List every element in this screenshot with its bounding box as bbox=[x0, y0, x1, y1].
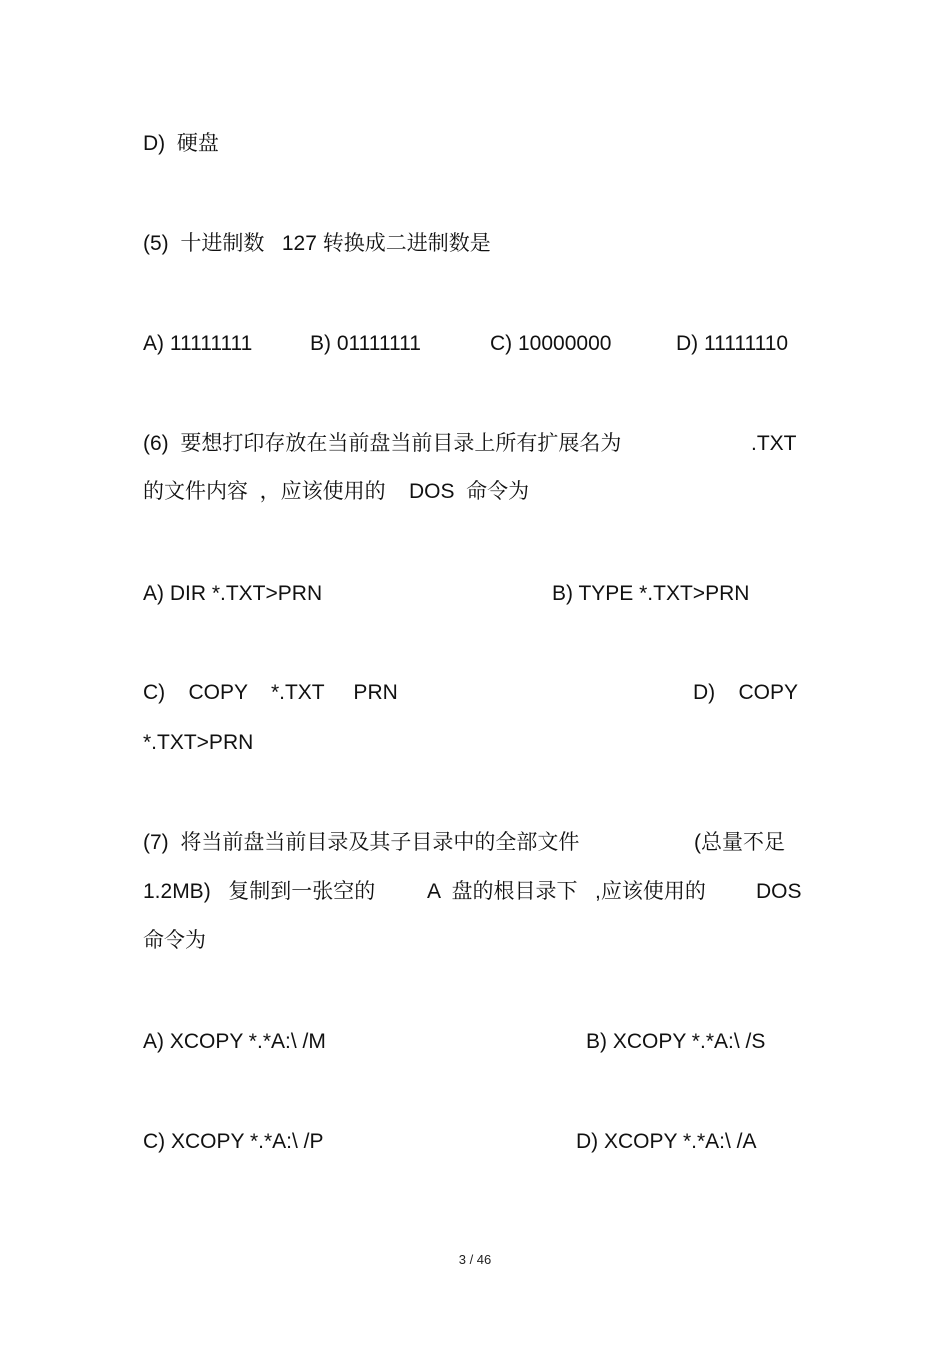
q7-stem-line2-part2: A 盘的根目录下 ,应该使用的 bbox=[427, 880, 706, 903]
q6-stem-line2: 的文件内容 ，应该使用的 DOS 命令为 bbox=[143, 480, 530, 503]
q7-stem-line2-part1: 1.2MB) 复制到一张空的 bbox=[143, 880, 376, 903]
q7-option-b: B) XCOPY *.*A:\ /S bbox=[586, 1030, 766, 1053]
q7-stem-line2-part3: DOS bbox=[756, 880, 802, 903]
q5-option-b: B) 01111111 bbox=[310, 332, 421, 355]
q5-option-a: A) 11111111 bbox=[143, 332, 253, 355]
q4-option-d: D) 硬盘 bbox=[143, 132, 219, 155]
q6-stem-extension: .TXT bbox=[751, 432, 797, 455]
q7-option-d: D) XCOPY *.*A:\ /A bbox=[576, 1130, 757, 1153]
page-number: 3 / 46 bbox=[458, 1252, 492, 1267]
q7-stem-line1: (7) 将当前盘当前目录及其子目录中的全部文件 bbox=[143, 831, 580, 854]
q6-option-d: D) COPY bbox=[693, 681, 799, 704]
q5-stem: (5) 十进制数 127 转换成二进制数是 bbox=[143, 232, 491, 255]
q6-option-d-continued: *.TXT>PRN bbox=[143, 731, 254, 754]
q6-option-b: B) TYPE *.TXT>PRN bbox=[552, 582, 750, 605]
q7-option-c: C) XCOPY *.*A:\ /P bbox=[143, 1130, 324, 1153]
q6-option-a: A) DIR *.TXT>PRN bbox=[143, 582, 323, 605]
q7-option-a: A) XCOPY *.*A:\ /M bbox=[143, 1030, 326, 1053]
q7-stem-line1-tail: (总量不足 bbox=[694, 831, 785, 854]
q7-stem-line3: 命令为 bbox=[143, 929, 206, 952]
q5-option-c: C) 10000000 bbox=[490, 332, 612, 355]
q5-option-d: D) 11111110 bbox=[676, 332, 789, 355]
q6-stem-line1: (6) 要想打印存放在当前盘当前目录上所有扩展名为 bbox=[143, 432, 622, 455]
q6-option-c: C) COPY *.TXT PRN bbox=[143, 681, 398, 704]
